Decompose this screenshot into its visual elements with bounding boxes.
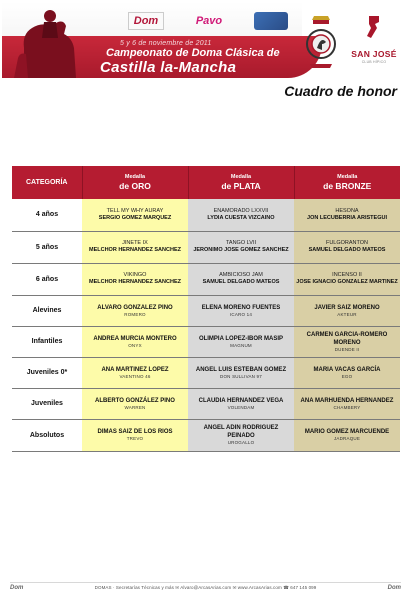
- rider-name: MARIA VACAS GARCÍA: [313, 366, 381, 373]
- rider-name: JOSE IGNACIO GONZALEZ MARTINEZ: [296, 279, 398, 285]
- championship-title-line2: Castilla la-Mancha: [100, 59, 237, 76]
- honor-table-header: [12, 166, 400, 199]
- table-row: [12, 199, 400, 231]
- rider-name: ALVARO GONZALEZ PINO: [97, 304, 173, 311]
- horse-name: ROMERO: [124, 311, 146, 317]
- silver-cell: [188, 231, 294, 263]
- rider-name: ALBERTO GONZÁLEZ PINO: [95, 397, 175, 404]
- silver-cell: [188, 419, 294, 451]
- rider-name: ANA MARHUENDA HERNANDEZ: [300, 397, 394, 404]
- gold-medal-header: [82, 166, 188, 199]
- horse-name: DUENDE II: [334, 346, 360, 352]
- horse-name: TREVO: [126, 436, 144, 441]
- table-row: [12, 295, 400, 326]
- horse-name: AKTEUR: [337, 311, 357, 317]
- bronze-cell: [294, 231, 400, 263]
- rider-name: CARMEN GARCIA-ROMERO MORENO: [306, 331, 388, 346]
- category-cell: Alevines: [12, 295, 82, 326]
- bronze-cell: [294, 388, 400, 419]
- table-row: [12, 326, 400, 357]
- dom-sponsor-text: Dom: [133, 15, 159, 27]
- medal-word-bronze: Medalla: [337, 174, 358, 180]
- rider-name: CLAUDIA HERNANDEZ VEGA: [198, 397, 284, 404]
- category-cell: Infantiles: [12, 326, 82, 357]
- rider-name: ELENA MORENO FUENTES: [201, 304, 281, 311]
- dressage-rider-illustration: [6, 4, 94, 78]
- club-subtitle: CLUB HÍPICO: [361, 60, 387, 64]
- silver-cell: [188, 263, 294, 295]
- rider-name: JAVIER SAIZ MORENO: [314, 304, 380, 311]
- horse-name: FULGORANTON: [325, 240, 369, 246]
- event-dates: 5 y 6 de noviembre de 2011: [120, 40, 212, 47]
- rider-name: SAMUEL DELGADO MATEOS: [202, 279, 280, 285]
- bronze-cell: [294, 326, 400, 357]
- page-title: Cuadro de honor: [284, 83, 397, 99]
- header-banner: [2, 2, 409, 80]
- silver-cell: [188, 199, 294, 231]
- san-jose-club-logo: [346, 14, 402, 72]
- horse-name: ICARO 14: [229, 311, 253, 317]
- horse-name: UROGALLO: [227, 440, 255, 445]
- category-cell: Juveniles: [12, 388, 82, 419]
- gold-cell: [82, 199, 188, 231]
- pavo-sponsor-logo: Pavo: [195, 15, 223, 27]
- rider-name: JON LECUBERRIA ARISTEGUI: [307, 214, 387, 221]
- horse-name: ONYX: [128, 342, 142, 348]
- bronze-cell: [294, 199, 400, 231]
- gold-cell: [82, 295, 188, 326]
- horse-name: VOLENDAM: [227, 404, 255, 410]
- rider-name: LYDIA CUESTA VIZCAINO: [207, 214, 275, 221]
- medal-word-gold: Medalla: [124, 174, 146, 180]
- bronze-cell: [294, 263, 400, 295]
- horse-name: VAENTINO 46: [119, 373, 151, 379]
- rider-name: ANGEL LUIS ESTEBAN GOMEZ: [195, 366, 287, 373]
- category-cell: 5 años: [12, 231, 82, 263]
- bronze-cell: [294, 357, 400, 388]
- silver-cell: [188, 295, 294, 326]
- gold-cell: [82, 231, 188, 263]
- silver-cell: [188, 326, 294, 357]
- rider-name: JERONIMO JOSE GOMEZ SANCHEZ: [193, 247, 289, 253]
- regional-government-logo: [254, 12, 288, 30]
- bronze-cell: [294, 419, 400, 451]
- rider-name: DIMAS SAIZ DE LOS RIOS: [97, 429, 173, 435]
- rider-name: SAMUEL DELGADO MATEOS: [308, 247, 386, 253]
- horse-name: HESONA: [335, 207, 359, 214]
- gold-label: de ORO: [119, 181, 151, 191]
- category-cell: Juveniles 0*: [12, 357, 82, 388]
- bronze-label: de BRONZE: [323, 181, 372, 191]
- rider-name: ANA MARTINEZ LOPEZ: [101, 366, 169, 373]
- horse-name: JINETE IX: [122, 240, 148, 246]
- rider-name: MELCHOR HERNANDEZ SANCHEZ: [89, 247, 181, 253]
- table-row: [12, 357, 400, 388]
- sponsor-logos: [128, 8, 288, 34]
- footer-logo-right: Dom: [387, 584, 401, 591]
- horse-name: EGO: [341, 373, 353, 379]
- footer-contact-text: DOMAS · Secretarías Técnicas y más ✉ Alvaro@ArcasArias.com ✉ www.ArcasArias.com ☎ 647 145 099: [94, 584, 317, 590]
- gold-cell: [82, 326, 188, 357]
- medal-word-silver: Medalla: [230, 174, 252, 180]
- horse-name: DON SULLIVAN 97: [220, 373, 262, 379]
- horse-name: ENAMORADO LXXVII: [213, 207, 269, 214]
- page-footer: [10, 582, 401, 592]
- horse-name: CHAMBERY: [333, 404, 361, 410]
- rider-name: SERGIO GOMEZ MARQUEZ: [98, 214, 172, 221]
- horse-name: WARREN: [124, 404, 146, 410]
- gold-cell: [82, 419, 188, 451]
- gold-cell: [82, 357, 188, 388]
- category-cell: 6 años: [12, 263, 82, 295]
- horse-name: JADRAQUE: [333, 436, 361, 441]
- silver-cell: [188, 388, 294, 419]
- rider-name: ANDREA MURCIA MONTERO: [93, 335, 177, 342]
- honor-table: [12, 166, 400, 452]
- rider-name: MELCHOR HERNANDEZ SANCHEZ: [89, 279, 181, 285]
- silver-label: de PLATA: [221, 181, 261, 191]
- horse-name: MAGNUM: [230, 342, 252, 348]
- rider-name: ANGEL ADIN RODRIGUEZ PEINADO: [203, 425, 279, 439]
- federation-crest-icon: [304, 14, 338, 70]
- bronze-medal-header: [294, 166, 400, 199]
- club-name: SAN JOSÉ: [351, 49, 397, 59]
- table-row: [12, 419, 400, 451]
- silver-medal-header: [188, 166, 294, 199]
- table-row: [12, 231, 400, 263]
- table-row: [12, 263, 400, 295]
- horse-name: INCENSO II: [332, 272, 362, 278]
- bronze-cell: [294, 295, 400, 326]
- horse-name: TELL MY WHY AURAY: [106, 207, 164, 214]
- horse-name: AMBICIOSO JAM: [219, 272, 263, 278]
- gold-cell: [82, 388, 188, 419]
- silver-cell: [188, 357, 294, 388]
- rider-name: OLIMPIA LOPEZ-IBOR MASIP: [198, 335, 284, 342]
- category-header: CATEGORÍA: [12, 166, 82, 199]
- championship-title-line1: Campeonato de Doma Clásica de: [106, 47, 280, 59]
- category-cell: 4 años: [12, 199, 82, 231]
- horse-name: TANGO LVII: [225, 240, 257, 246]
- footer-logo-left: Dom: [10, 584, 24, 591]
- table-row: [12, 388, 400, 419]
- horse-name: VIKINGO: [123, 272, 147, 278]
- horse-head-icon: [363, 14, 385, 40]
- category-cell: Absolutos: [12, 419, 82, 451]
- rider-name: MARIO GOMEZ MARCUENDE: [304, 429, 390, 435]
- gold-cell: [82, 263, 188, 295]
- dom-sponsor-logo: [128, 12, 164, 30]
